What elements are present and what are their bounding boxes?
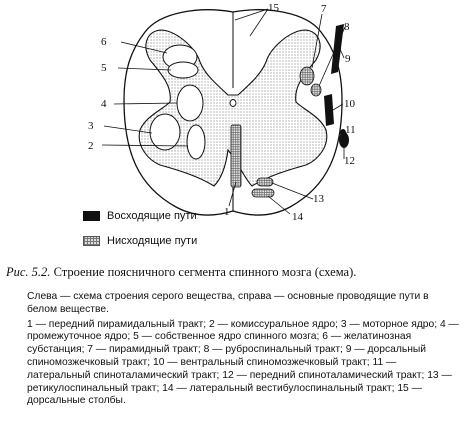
black-box-icon (83, 211, 100, 221)
label-2: 2 (88, 140, 94, 152)
description-items: 1 — передний пирамидальный тракт; 2 — комиссуральное ядро; 3 — моторное ядро; 4 — промежуточное ядро; 5 — собственное ядро спинного мозга; 6 — желатинозная субстанция; 7 — пирамидный тракт; 8 — руброспинальный тракт; 9 — дорсальный спиномозжечковый тракт; 10 — вентральный спиномозжечковый тракт; 11 — латеральный спиноталамический тракт; 12 — передний спиноталамический тракт; 13 — ретикулоспинальный тракт; 14 — латеральный вестибулоспинальный тракт; 15 — дорсальные столбы. (27, 318, 459, 407)
legend-descending-label: Нисходящие пути (107, 235, 198, 247)
label-1: 1 (224, 206, 230, 218)
description-intro: Слева — схема строения серого вещества, справа — основные проводящие пути в белом веществе. (27, 291, 429, 315)
label-5: 5 (101, 62, 107, 74)
anterior-pyramidal-tract (231, 125, 241, 187)
label-13: 13 (313, 193, 324, 205)
figure-caption (6, 265, 456, 280)
pyramidal-tract (300, 67, 314, 85)
vestibulospinal-tract (252, 189, 274, 197)
intermediate-nucleus (177, 85, 203, 121)
label-12: 12 (344, 155, 355, 167)
label-3: 3 (88, 120, 94, 132)
figure-description (27, 291, 459, 408)
legend-ascending-label: Восходящие пути (107, 210, 197, 222)
label-8: 8 (344, 21, 350, 33)
label-4: 4 (101, 98, 107, 110)
commissural-nucleus (187, 125, 205, 159)
proper-nucleus (168, 62, 198, 78)
label-7: 7 (321, 3, 327, 15)
caption-label: Рис. 5.2. (6, 265, 51, 279)
label-14: 14 (292, 211, 303, 223)
dorsal-spinocerebellar-tract (331, 24, 344, 74)
caption-title: Строение поясничного сегмента спинного мозга (схема). (53, 265, 357, 279)
label-15: 15 (268, 2, 279, 14)
central-canal (230, 100, 236, 107)
legend-descending (83, 235, 197, 247)
reticulospinal-tract (257, 178, 273, 186)
label-10: 10 (344, 98, 355, 110)
legend-ascending (83, 210, 197, 222)
label-9: 9 (345, 53, 351, 65)
motor-nucleus (150, 114, 180, 150)
label-11: 11 (345, 124, 356, 136)
label-6: 6 (101, 36, 107, 48)
hatched-box-icon (83, 236, 100, 246)
